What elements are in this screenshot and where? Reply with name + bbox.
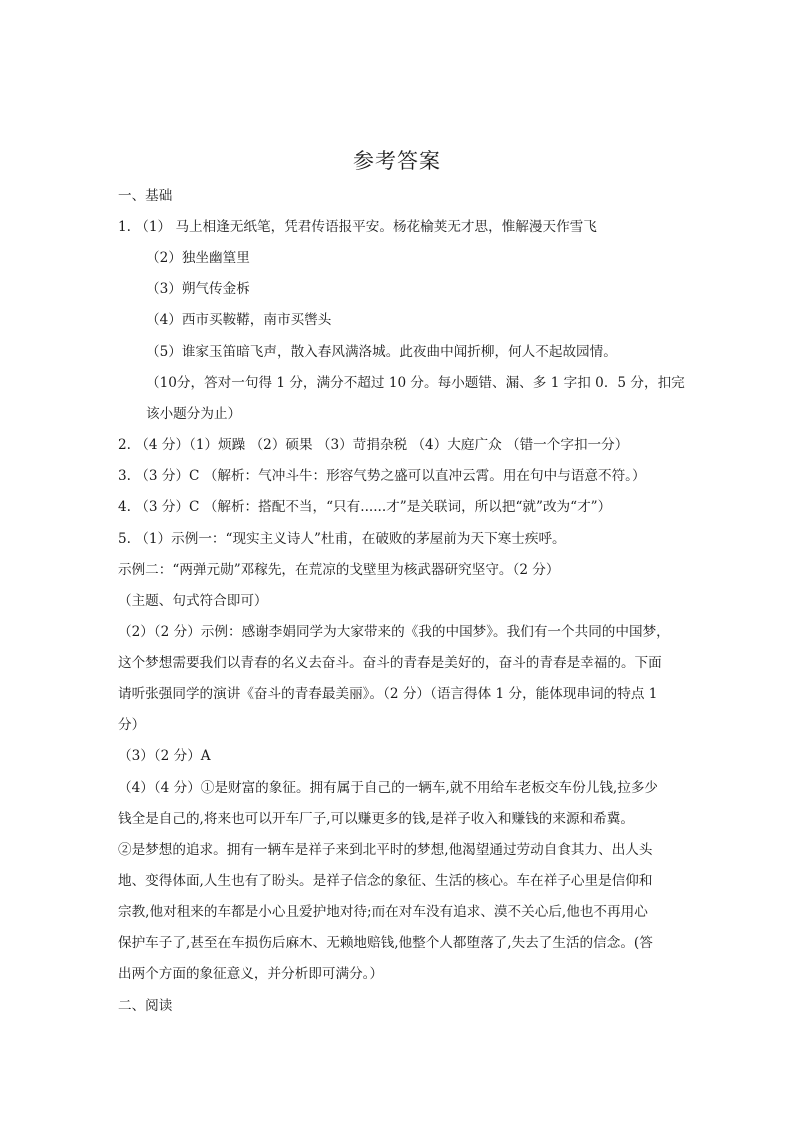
answer-1-scoring-note-2: 该小题分为止）	[146, 406, 242, 422]
answer-1-scoring-note-1: （10分，答对一句得 1 分，满分不超过 10 分。每小题错、漏、多 1 字扣 0．5 分，扣完	[146, 375, 685, 391]
answer-1-line-1: 1. （1） 马上相逢无纸笔，凭君传语报平安。杨花榆荚无才思，惟解漫天作雪飞	[118, 219, 597, 235]
answer-3: 3. （3 分）C （解析：气冲斗牛：形容气势之盛可以直冲云霄。用在句中与语意不符。）	[118, 468, 646, 484]
answer-5-part-2-line-4: 分）	[118, 717, 146, 733]
section-heading-reading: 二、阅读	[118, 998, 173, 1014]
answer-5-part-4-line-3: ②是梦想的追求。拥有一辆车是祥子来到北平时的梦想,他渴望通过劳动自食其力、出人头	[118, 842, 653, 858]
answer-5-part-2-line-1: （2）（2 分）示例：感谢李娟同学为大家带来的《我的中国梦》。我们有一个共同的中国梦，	[118, 624, 670, 640]
answer-1-line-3: （3）朔气传金柝	[146, 281, 250, 297]
answer-4: 4. （3 分）C （解析：搭配不当，“只有......才”是关联词，所以把“就”改为“才”）	[118, 499, 612, 515]
answer-1-line-4: （4）西市买鞍鞯，南市买辔头	[146, 312, 332, 328]
answer-5-part-2-line-3: 请听张强同学的演讲《奋斗的青春最美丽》。（2 分）（语言得体 1 分，能体现串词的特点 1	[118, 686, 658, 702]
answer-1-line-2: （2）独坐幽篁里	[146, 250, 250, 266]
answer-5-part-4-line-4: 地、变得体面,人生也有了盼头。是祥子信念的象征、生活的核心。车在祥子心里是信仰和	[118, 873, 653, 889]
answer-5-part-2-line-2: 这个梦想需要我们以青春的名义去奋斗。奋斗的青春是美好的，奋斗的青春是幸福的。下面	[118, 655, 662, 671]
answer-5-part-4-line-5: 宗教,他对租来的车都是小心且爱护地对待;而在对车没有追求、漠不关心后,他也不再用心	[118, 904, 648, 920]
answer-5-criteria: （主题、句式符合即可）	[118, 593, 268, 609]
answer-5-part-4-line-7: 出两个方面的象征意义，并分析即可满分。）	[118, 966, 384, 982]
answer-5-example-2: 示例二：“两弹元勋”邓稼先，在荒凉的戈壁里为核武器研究坚守。（2 分）	[118, 562, 560, 578]
answer-5-part-4-line-2: 钱全是自己的,将来也可以开车厂子,可以赚更多的钱,是祥子收入和赚钱的来源和希冀。	[118, 811, 634, 827]
section-heading-basics: 一、基础	[118, 188, 173, 204]
answer-5-example-1: 5. （1）示例一：“现实主义诗人”杜甫，在破败的茅屋前为天下寒士疾呼。	[118, 531, 566, 547]
page-title: 参考答案	[353, 149, 441, 173]
answer-5-part-4-line-6: 保护车子了,甚至在车损伤后麻木、无赖地赔钱,他整个人都堕落了,失去了生活的信念。(答	[118, 935, 653, 951]
answer-1-line-5: （5）谁家玉笛暗飞声，散入春风满洛城。此夜曲中闻折柳，何人不起故园情。	[146, 344, 617, 360]
answer-5-part-3: （3）（2 分）A	[118, 748, 211, 764]
answer-5-part-4-line-1: （4）（4 分）①是财富的象征。拥有属于自己的一辆车,就不用给车老板交车份儿钱,拉多少	[118, 780, 659, 796]
answer-2: 2. （4 分）（1）烦躁 （2）硕果 （3）苛捐杂税 （4）大庭广众 （错一个字扣一分）	[118, 437, 629, 453]
